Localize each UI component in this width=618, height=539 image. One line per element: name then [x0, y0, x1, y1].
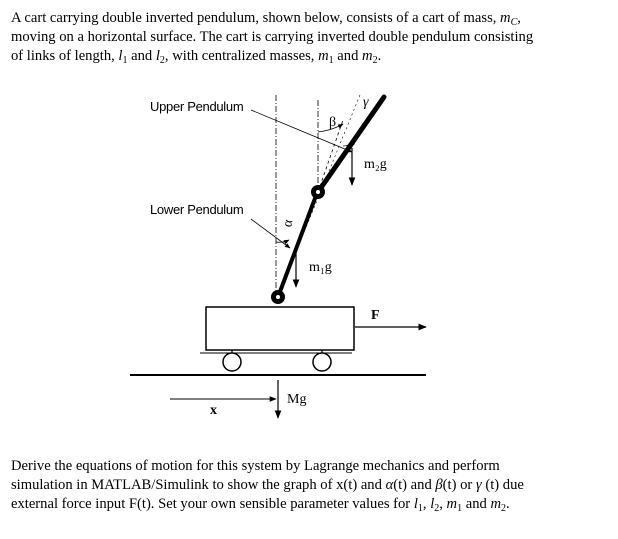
intro-line-1: A cart carrying double inverted pendulum, shown below, consists of a cart of mass, $m_C$,: [11, 10, 521, 28]
m1g-label: m₁g: [309, 260, 332, 275]
position-label: x: [210, 403, 217, 418]
alpha-angle-arc: [276, 240, 289, 242]
cart-body: [206, 307, 354, 350]
lower-link-extension-line: [318, 120, 343, 192]
upper-pendulum-link: [318, 97, 384, 192]
upper-pendulum-label: Upper Pendulum: [150, 99, 244, 114]
beta-label: β: [329, 115, 337, 130]
lower-pendulum-label: Lower Pendulum: [150, 202, 244, 217]
cart-weight-label: Mg: [287, 392, 307, 407]
cart-mass-symbol: m: [500, 10, 511, 26]
task-line-1: Derive the equations of motion for this system by Lagrange mechanics and perform: [11, 458, 500, 474]
lower-pendulum-link: [278, 193, 317, 297]
task-line-2: simulation in MATLAB/Simulink to show the graph of x(t) and α(t) and β(t) or γ (t) due: [11, 477, 524, 493]
left-wheel: [223, 353, 241, 371]
gamma-label: γ: [363, 95, 369, 110]
upper-pendulum-leader: [251, 110, 352, 152]
force-label: F: [371, 308, 380, 323]
right-wheel: [313, 353, 331, 371]
task-line-3: external force input F(t). Set your own sensible parameter values for $l_1$, $l_2$, $m_1$ and $m_2$.: [11, 496, 510, 514]
task-paragraph: [11, 457, 609, 514]
intro-line-2: moving on a horizontal surface. The cart is carrying inverted double pendulum consisting: [11, 29, 534, 45]
m2g-label: m₂g: [364, 157, 387, 172]
alpha-label: α: [280, 218, 297, 229]
intro-line-3: of links of length, $l_1$ and $l_2$, with centralized masses, $m_1$ and $m_2$.: [11, 48, 382, 66]
